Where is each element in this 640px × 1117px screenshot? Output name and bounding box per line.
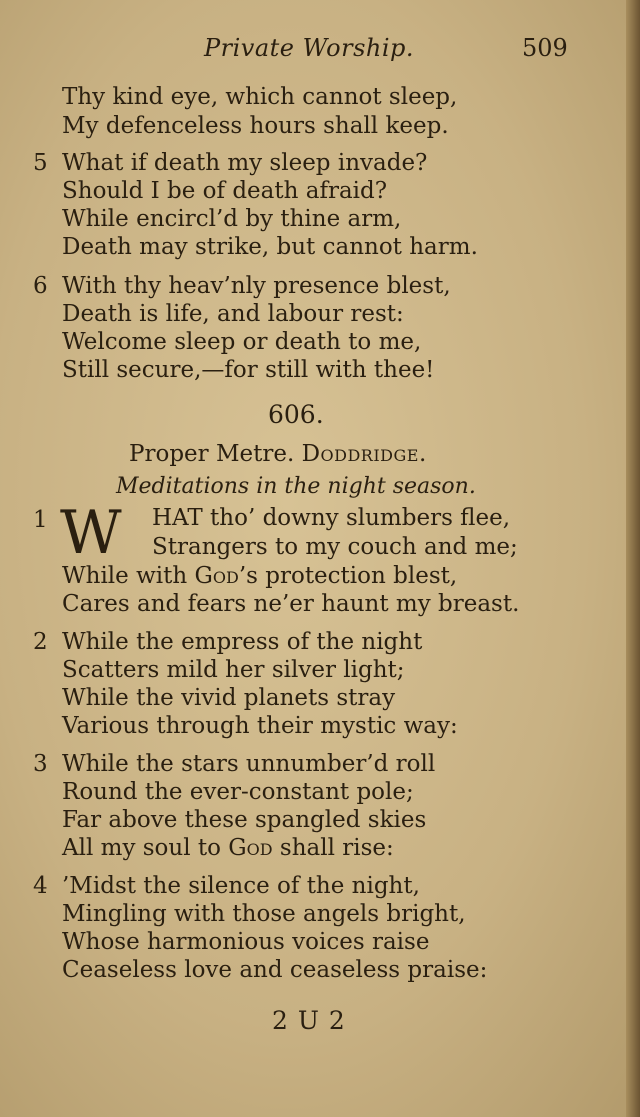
- verse-line: Ceaseless love and ceaseless praise:: [62, 957, 488, 983]
- hymn-subtitle: Meditations in the night season.: [116, 474, 476, 499]
- divine-name: God: [194, 563, 239, 589]
- stanza-number: 3: [33, 751, 48, 777]
- verse-line: HAT tho’ downy slumbers flee,: [152, 505, 511, 531]
- verse-line: With thy heav’nly presence blest,: [62, 273, 451, 299]
- hymn-author: Doddridge.: [301, 441, 427, 467]
- verse-line: [62, 563, 457, 589]
- stanza-number: 4: [33, 873, 48, 899]
- stanza-number: 1: [33, 507, 48, 533]
- verse-line: Various through their mystic way:: [62, 713, 458, 739]
- verse-line: While the stars unnumber’d roll: [62, 751, 436, 777]
- verse-line: Welcome sleep or death to me,: [62, 329, 422, 355]
- verse-line: Whose harmonious voices raise: [62, 929, 430, 955]
- verse-line: [62, 835, 394, 861]
- page-edge: [626, 0, 640, 1117]
- stanza-number: 5: [33, 150, 48, 176]
- verse-line: While the vivid planets stray: [62, 685, 396, 711]
- text-run: ’s protection blest,: [238, 563, 458, 589]
- text-run: While with: [62, 563, 195, 589]
- verse-line: Should I be of death afraid?: [62, 178, 388, 204]
- meter-label: Proper Metre.: [129, 441, 295, 467]
- verse-line: Still secure,—for still with thee!: [62, 357, 435, 383]
- verse-line: My defenceless hours shall keep.: [62, 113, 449, 139]
- verse-line: Strangers to my couch and me;: [152, 534, 518, 560]
- hymn-number: 606.: [268, 400, 324, 429]
- page-number: 509: [522, 34, 568, 62]
- verse-line: What if death my sleep invade?: [62, 150, 428, 176]
- verse-line: Death may strike, but cannot harm.: [62, 234, 478, 260]
- verse-line: Round the ever-constant pole;: [62, 779, 414, 805]
- hymn-meter: [129, 441, 427, 467]
- verse-line: Mingling with those angels bright,: [62, 901, 466, 927]
- text-run: All my soul to: [62, 835, 229, 861]
- drop-cap: W: [60, 498, 122, 568]
- text-run: shall rise:: [272, 835, 394, 861]
- stanza-number: 6: [33, 273, 48, 299]
- verse-line: Death is life, and labour rest:: [62, 301, 404, 327]
- verse-line: Scatters mild her silver light;: [62, 657, 405, 683]
- verse-line: While encircl’d by thine arm,: [62, 206, 402, 232]
- stanza-number: 2: [33, 629, 48, 655]
- verse-line: Cares and fears ne’er haunt my breast.: [62, 591, 520, 617]
- running-head: Private Worship.: [204, 34, 415, 62]
- verse-line: Far above these spangled skies: [62, 807, 427, 833]
- verse-line: Thy kind eye, which cannot sleep,: [62, 84, 458, 110]
- verse-line: While the empress of the night: [62, 629, 423, 655]
- signature-mark: 2 U 2: [272, 1006, 346, 1035]
- divine-name: God: [228, 835, 273, 861]
- verse-line: ’Midst the silence of the night,: [62, 873, 420, 899]
